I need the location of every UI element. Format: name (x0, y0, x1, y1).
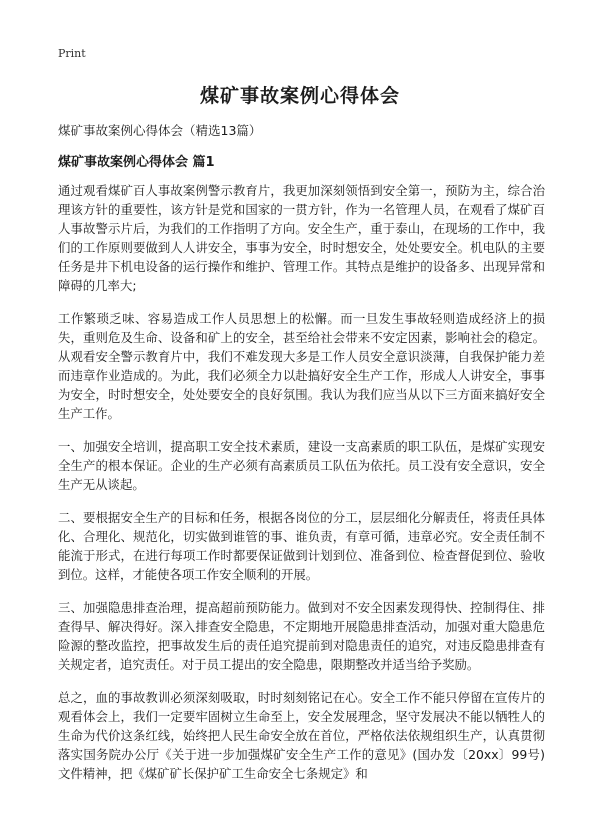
paragraph-6: 总之，血的事故教训必须深刻吸取，时时刻刻铭记在心。安全工作不能只停留在宣传片的观看体会上，我们一定要牢固树立生命至上，安全发展理念，坚守发展决不能以牺牲人的生命为代价这条红线，始终把人民生命安全放在首位，严格依法依规组织生产，认真贯彻落实国务院办公厅《关于进一步加强煤矿安全生产工作的意见》(国办发〔20xx〕99号)文件精神，把《煤矿矿长保护矿工生命安全七条规定》和 (58, 690, 545, 781)
document-body (58, 181, 545, 797)
paragraph-2: 工作繁琐乏味、容易造成工作人员思想上的松懈。而一旦发生事故轻则造成经济上的损失，重则危及生命、设备和矿上的安全，甚至给社会带来不安定因素，影响社会的稳定。从观看安全警示教育片中，我们不难发现大多是工作人员安全意识淡薄，自我保护能力差而违章作业造成的。为此，我们必须全力以赴搞好安全生产工作，形成人人讲安全，事事为安全，时时想安全，处处要安全的良好氛围。我认为我们应当从以下三方面来搞好安全生产工作。 (58, 311, 545, 421)
paragraph-1: 通过观看煤矿百人事故案例警示教育片，我更加深刻领悟到安全第一，预防为主，综合治理该方针的重要性，该方针是党和国家的一贯方针，作为一名管理人员，在观看了煤矿百人事故警示片后，为我们的工作指明了方向。安全生产，重于泰山，在现场的工作中，我们的工作原则要做到人人讲安全，事事为安全，时时想安全，处处要安全。机电队的主要任务是井下机电设备的运行操作和维护、管理工作。其特点是维护的设备多、出现异常和障碍的几率大; (58, 183, 545, 293)
paragraph-5: 三、加强隐患排查治理，提高超前预防能力。做到对不安全因素发现得快、控制得住、排查得早、解决得好。深入排查安全隐患，不定期地开展隐患排查活动，加强对重大隐患危险源的整改监控，把事故发生后的责任追究提前到对隐患责任的追究，对违反隐患排查有关规定者，追究责任。对于员工提出的安全隐患，限期整改并适当给予奖励。 (58, 600, 545, 672)
print-label: Print (58, 47, 86, 60)
paragraph-4: 二、要根据安全生产的目标和任务，根据各岗位的分工，层层细化分解责任，将责任具体化、合理化、规范化，切实做到谁管的事、谁负责，有章可循，违章必究。安全责任制不能流于形式，在进行每项工作时都要保证做到计划到位、准备到位、检查督促到位、验收到位。这样，才能使各项工作安全顺利的开展。 (58, 510, 545, 582)
section-heading: 煤矿事故案例心得体会 篇1 (58, 155, 215, 170)
document-subtitle: 煤矿事故案例心得体会（精选13篇） (58, 123, 262, 138)
paragraph-3: 一、加强安全培训，提高职工安全技术素质，建设一支高素质的职工队伍，是煤矿实现安全生产的根本保证。企业的生产必须有高素质员工队伍为依托。员工没有安全意识，安全生产无从谈起。 (58, 439, 545, 492)
document-title: 煤矿事故案例心得体会 (199, 85, 400, 107)
